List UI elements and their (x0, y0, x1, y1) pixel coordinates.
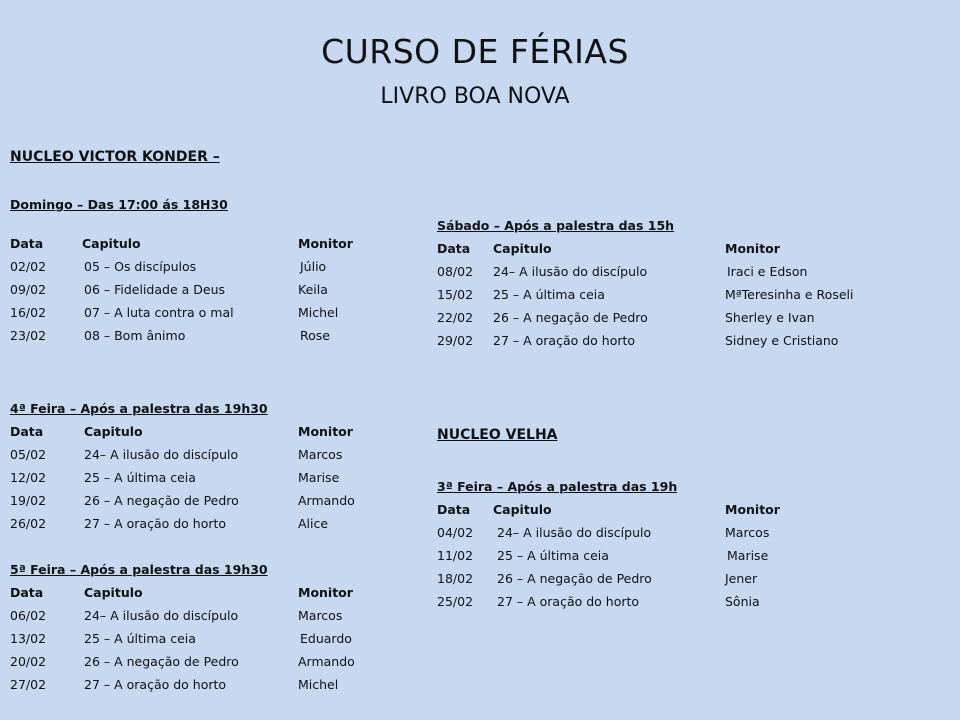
table-row (437, 283, 907, 306)
row-monitor: Marcos (298, 608, 343, 623)
row-date: 11/02 (437, 548, 474, 563)
row-monitor: Marise (727, 548, 769, 563)
header-capitulo: Capitulo (493, 502, 552, 517)
row-date: 09/02 (10, 282, 47, 297)
row-monitor: Sônia (725, 594, 760, 609)
row-monitor: Armando (298, 654, 355, 669)
section-heading: Sábado – Após a palestra das 15h (437, 218, 675, 233)
row-monitor: Michel (298, 677, 339, 692)
row-date: 26/02 (10, 516, 47, 531)
header-date: Data (437, 241, 471, 256)
table-row (437, 590, 907, 613)
row-date: 29/02 (437, 333, 474, 348)
header-monitor: Monitor (298, 236, 353, 251)
row-monitor: Eduardo (300, 631, 352, 646)
row-date: 12/02 (10, 470, 47, 485)
header-capitulo: Capitulo (84, 585, 143, 600)
table-row (10, 650, 410, 673)
row-capitulo: 25 – A última ceia (84, 631, 196, 646)
row-capitulo: 08 – Bom ânimo (84, 328, 186, 343)
row-date: 05/02 (10, 447, 47, 462)
row-capitulo: 26 – A negação de Pedro (84, 654, 239, 669)
header-date: Data (10, 585, 44, 600)
table-row (10, 604, 410, 627)
table-row (10, 301, 410, 324)
table-header (10, 232, 410, 255)
row-date: 20/02 (10, 654, 47, 669)
table-row (10, 443, 410, 466)
row-date: 13/02 (10, 631, 47, 646)
row-capitulo: 27 – A oração do horto (493, 333, 636, 348)
row-date: 19/02 (10, 493, 47, 508)
header-date: Data (10, 236, 44, 251)
table-row (437, 329, 907, 352)
schedule-quinta-feira (10, 558, 410, 696)
row-capitulo: 07 – A luta contra o mal (84, 305, 234, 320)
page-subtitle: LIVRO BOA NOVA (380, 84, 570, 109)
schedule-quarta-feira (10, 397, 410, 535)
row-capitulo: 26 – A negação de Pedro (493, 310, 648, 325)
row-monitor: Jener (725, 571, 758, 586)
header-capitulo: Capitulo (82, 236, 141, 251)
table-row (10, 466, 410, 489)
table-row (10, 627, 410, 650)
schedule-sabado (437, 214, 907, 352)
nucleo-velha-heading: NUCLEO VELHA (437, 427, 558, 443)
row-capitulo: 25 – A última ceia (84, 470, 196, 485)
row-date: 22/02 (437, 310, 474, 325)
table-row (10, 489, 410, 512)
row-monitor: Sidney e Cristiano (725, 333, 839, 348)
row-date: 27/02 (10, 677, 47, 692)
row-monitor: Marise (298, 470, 340, 485)
header-monitor: Monitor (298, 585, 353, 600)
table-row (10, 278, 410, 301)
section-heading: 4ª Feira – Após a palestra das 19h30 (10, 401, 268, 416)
row-date: 08/02 (437, 264, 474, 279)
row-date: 06/02 (10, 608, 47, 623)
section-heading: 3ª Feira – Após a palestra das 19h (437, 479, 678, 494)
header-monitor: Monitor (298, 424, 353, 439)
row-date: 15/02 (437, 287, 474, 302)
row-capitulo: 24– A ilusão do discípulo (84, 608, 239, 623)
row-capitulo: 27 – A oração do horto (497, 594, 640, 609)
row-capitulo: 27 – A oração do horto (84, 516, 227, 531)
row-capitulo: 25 – A última ceia (497, 548, 609, 563)
row-monitor: Marcos (725, 525, 770, 540)
header-monitor: Monitor (725, 241, 780, 256)
row-capitulo: 26 – A negação de Pedro (497, 571, 652, 586)
row-monitor: Keila (298, 282, 328, 297)
table-row (437, 260, 907, 283)
row-date: 02/02 (10, 259, 47, 274)
page-title: CURSO DE FÉRIAS (321, 32, 629, 71)
row-capitulo: 06 – Fidelidade a Deus (84, 282, 226, 297)
row-monitor: Rose (300, 328, 330, 343)
row-date: 16/02 (10, 305, 47, 320)
table-row (437, 306, 907, 329)
header-date: Data (10, 424, 44, 439)
schedule-terca-feira (437, 475, 907, 613)
table-header (10, 420, 410, 443)
header-date: Data (437, 502, 471, 517)
header-capitulo: Capitulo (84, 424, 143, 439)
table-header (10, 581, 410, 604)
row-capitulo: 24– A ilusão do discípulo (493, 264, 648, 279)
section-heading: Domingo – Das 17:00 ás 18H30 (10, 197, 228, 212)
row-monitor: Iraci e Edson (727, 264, 808, 279)
row-capitulo: 25 – A última ceia (493, 287, 605, 302)
row-capitulo: 26 – A negação de Pedro (84, 493, 239, 508)
row-monitor: Sherley e Ivan (725, 310, 815, 325)
row-capitulo: 05 – Os discípulos (84, 259, 197, 274)
row-date: 23/02 (10, 328, 47, 343)
schedule-domingo (10, 193, 410, 347)
table-header (437, 237, 907, 260)
section-heading: 5ª Feira – Após a palestra das 19h30 (10, 562, 268, 577)
header-capitulo: Capitulo (493, 241, 552, 256)
row-monitor: Armando (298, 493, 355, 508)
table-row (10, 673, 410, 696)
row-monitor: Alice (298, 516, 329, 531)
nucleo-victor-konder-heading: NUCLEO VICTOR KONDER – (10, 149, 220, 165)
table-row (10, 255, 410, 278)
header-monitor: Monitor (725, 502, 780, 517)
row-date: 04/02 (437, 525, 474, 540)
row-capitulo: 24– A ilusão do discípulo (84, 447, 239, 462)
row-monitor: Michel (298, 305, 339, 320)
row-monitor: Júlio (300, 259, 327, 274)
row-capitulo: 24– A ilusão do discípulo (497, 525, 652, 540)
table-row (10, 512, 410, 535)
table-header (437, 498, 907, 521)
row-monitor: Marcos (298, 447, 343, 462)
row-date: 18/02 (437, 571, 474, 586)
table-row (437, 544, 907, 567)
table-row (10, 324, 410, 347)
row-monitor: MªTeresinha e Roseli (725, 287, 854, 302)
row-date: 25/02 (437, 594, 474, 609)
table-row (437, 567, 907, 590)
table-row (437, 521, 907, 544)
row-capitulo: 27 – A oração do horto (84, 677, 227, 692)
